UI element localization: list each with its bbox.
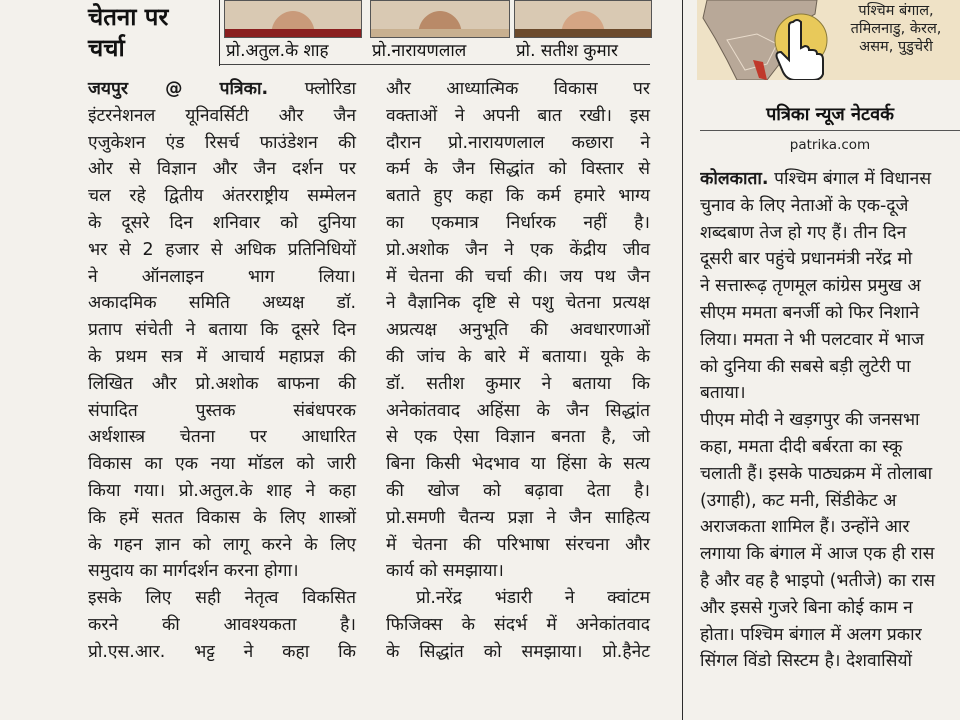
text-line: है और वह है भाइपो (भतीजे) का रास	[700, 570, 935, 591]
text-line: सिंगल विंडो सिस्टम है। देशवासियों	[700, 651, 913, 672]
text-line: कार्य को समझाया।	[386, 561, 504, 582]
text-line: ने वैज्ञानिक दृष्टि से पशु चेतना प्रत्यक्ष	[386, 293, 650, 314]
text-line: किया गया। प्रो.अतुल.के शाह ने कहा	[88, 480, 356, 501]
text-line: प्रताप संचेती ने बताया कि दूसरे दिन	[88, 320, 356, 341]
text-line: लिया। ममता ने भी पलटवार में भाज	[700, 329, 924, 350]
text-line: अकादमिक समिति अध्यक्ष डॉ.	[88, 293, 356, 314]
text-line: पीएम मोदी ने खड़गपुर की जनसभा	[700, 410, 920, 431]
text-line: अप्रत्यक्ष अनुभूति की अवधारणाओं	[386, 320, 650, 341]
text-line: दूसरी बार पहुंचे प्रधानमंत्री नरेंद्र मो	[700, 249, 913, 270]
text-line: कर्म के जैन सिद्धांत को विस्तार से	[386, 159, 650, 180]
text-line: और इससे गुजरे बिना कोई काम न	[700, 597, 913, 618]
text-line: सीएम ममता बनर्जी को फिर निशाने	[700, 302, 920, 323]
text-line: भर से 2 हजार से अधिक प्रतिनिधियों	[88, 239, 356, 260]
text-line: लगाया कि बंगाल में आज एक ही रास	[700, 544, 935, 565]
text-line: चल रहे द्वितीय अंतरराष्ट्रीय सम्मेलन	[88, 186, 356, 207]
photo-caption-2: प्रो.नारायणलाल	[372, 41, 467, 61]
text-line: प्रो.अशोक जैन ने एक केंद्रीय जीव	[386, 239, 650, 260]
text-line: संपादित पुस्तक संबंधपरक	[88, 400, 356, 421]
text-line: बताया।	[700, 383, 746, 404]
text-line: फिजिक्स के संदर्भ में अनेकांतवाद	[386, 614, 650, 635]
text-line: बताते हुए कहा कि कर्म हमारे भाग्य	[386, 186, 650, 207]
text-line: कि हमें सतत विकास के लिए शास्त्रों	[88, 507, 356, 528]
text-line: ने ऑनलाइन भाग लिया।	[88, 266, 356, 287]
text-line	[700, 166, 960, 193]
text-line: में चेतना की परिभाषा संरचना और	[386, 534, 650, 555]
text-line: वक्ताओं ने अपनी बात रखी। इस	[386, 105, 650, 126]
text-line: करने की आवश्यकता है।	[88, 614, 356, 635]
states-label-line: पश्चिम बंगाल,	[858, 3, 934, 19]
byline: पत्रिका न्यूज नेटवर्क	[766, 104, 894, 125]
text-line: के प्रथम सत्र में आचार्य महाप्रज्ञ की	[88, 346, 356, 367]
photo-satish-kumar	[514, 0, 652, 38]
text-line: प्रो.नरेंद्र भंडारी ने क्वांटम	[416, 588, 650, 609]
text-line: को दुनिया की सबसे बड़ी लुटेरी पा	[700, 356, 911, 377]
text-line: ने सत्तारूढ़ तृणमूल कांग्रेस प्रमुख अ	[700, 276, 921, 297]
text-line: अर्थशास्त्र चेतना पर आधारित	[88, 427, 356, 448]
text-line: कहा, ममता दीदी बर्बरता का स्कू	[700, 436, 903, 457]
article-column-3	[700, 166, 960, 720]
text-line: (उगाही), कट मनी, सिंडीकेट अ	[700, 490, 897, 511]
text-line: एजुकेशन एंड रिसर्च फाउंडेशन की	[88, 132, 356, 153]
text-line: से एक ऐसा विज्ञान बनता है, जो	[386, 427, 650, 448]
photo-atul-shah	[224, 0, 362, 38]
site-name: patrika.com	[789, 137, 871, 153]
text-line: और आध्यात्मिक विकास पर	[386, 79, 650, 99]
text-line: की जांच के बारे में बताया। यूके के	[386, 346, 650, 367]
text-line: की खोज को बढ़ावा देता है।	[386, 480, 650, 501]
column-rule	[682, 0, 683, 720]
dateline: कोलकाता.	[700, 169, 769, 189]
photo-narayanlal	[370, 0, 510, 38]
text-line: चुनाव के लिए नेताओं के एक-दूजे	[700, 195, 909, 216]
dateline: जयपुर @ पत्रिका.	[88, 79, 269, 99]
voting-finger-icon	[775, 18, 825, 80]
text-line: प्रो.एस.आर. भट्ट ने कहा कि	[88, 641, 356, 662]
text-line: अराजकता शामिल हैं। उन्होंने आर	[700, 517, 910, 538]
text-line: के दूसरे दिन शनिवार को दुनिया	[88, 212, 356, 233]
column-rule	[219, 0, 220, 66]
photo-caption-1: प्रो.अतुल.के शाह	[226, 41, 329, 61]
text-line: ओर से विज्ञान और जैन दर्शन पर	[88, 159, 356, 180]
text-line	[88, 76, 356, 103]
text-line: प्रो.समणी चैतन्य प्रज्ञा ने जैन साहित्य	[386, 507, 650, 528]
text-line: का एकमात्र निर्धारक नहीं है।	[386, 212, 650, 233]
article-column-2	[386, 76, 650, 666]
text-line: होता। पश्चिम बंगाल में अलग प्रकार	[700, 624, 922, 645]
text-line: समुदाय का मार्गदर्शन करना होगा।	[88, 561, 299, 582]
text-line: लिखित और प्रो.अशोक बाफना की	[88, 373, 356, 394]
states-label-line: असम, पुडुचेरी	[859, 39, 933, 55]
states-label-line: तमिलनाडु, केरल,	[850, 21, 942, 37]
text-line: इसके लिए सही नेतृत्व विकसित	[88, 588, 356, 609]
text-line: शब्दबाण तेज हो गए हैं। तीन दिन	[700, 222, 907, 243]
text-line: के सिद्धांत को समझाया। प्रो.हैनेट	[386, 641, 650, 662]
article-column-1	[88, 76, 356, 666]
text-line: बिना किसी भेदभाव या हिंसा के सत्य	[386, 454, 650, 475]
text-line: अनेकांतवाद अहिंसा के जैन सिद्धांत	[386, 400, 650, 421]
headline	[88, 2, 208, 64]
text-line: के गहन ज्ञान को लागू करने के लिए	[88, 534, 356, 555]
text-line: डॉ. सतीश कुमार ने बताया कि	[386, 373, 650, 394]
text-fragment: फ्लोरिडा	[268, 79, 356, 99]
caption-underline	[220, 64, 650, 65]
photo-caption-3: प्रो. सतीश कुमार	[516, 41, 619, 61]
text-line: दौरान प्रो.नारायणलाल कछारा ने	[386, 132, 650, 153]
text-fragment: पश्चिम बंगाल में विधानस	[768, 169, 932, 189]
byline-rule	[700, 130, 960, 131]
text-line: विकास का एक नया मॉडल को जारी	[88, 454, 356, 475]
states-label	[832, 0, 960, 56]
election-map-graphic	[697, 0, 960, 80]
text-line: में चेतना की चर्चा की। जय पथ जैन	[386, 266, 650, 287]
headline-line-2: चर्चा	[88, 34, 125, 62]
text-line: चलाती हैं। इसके पाठ्यक्रम में तोलाबा	[700, 463, 933, 484]
headline-line-1: चेतना पर	[88, 3, 169, 31]
text-line: इंटरनेशनल यूनिवर्सिटी और जैन	[88, 105, 356, 126]
